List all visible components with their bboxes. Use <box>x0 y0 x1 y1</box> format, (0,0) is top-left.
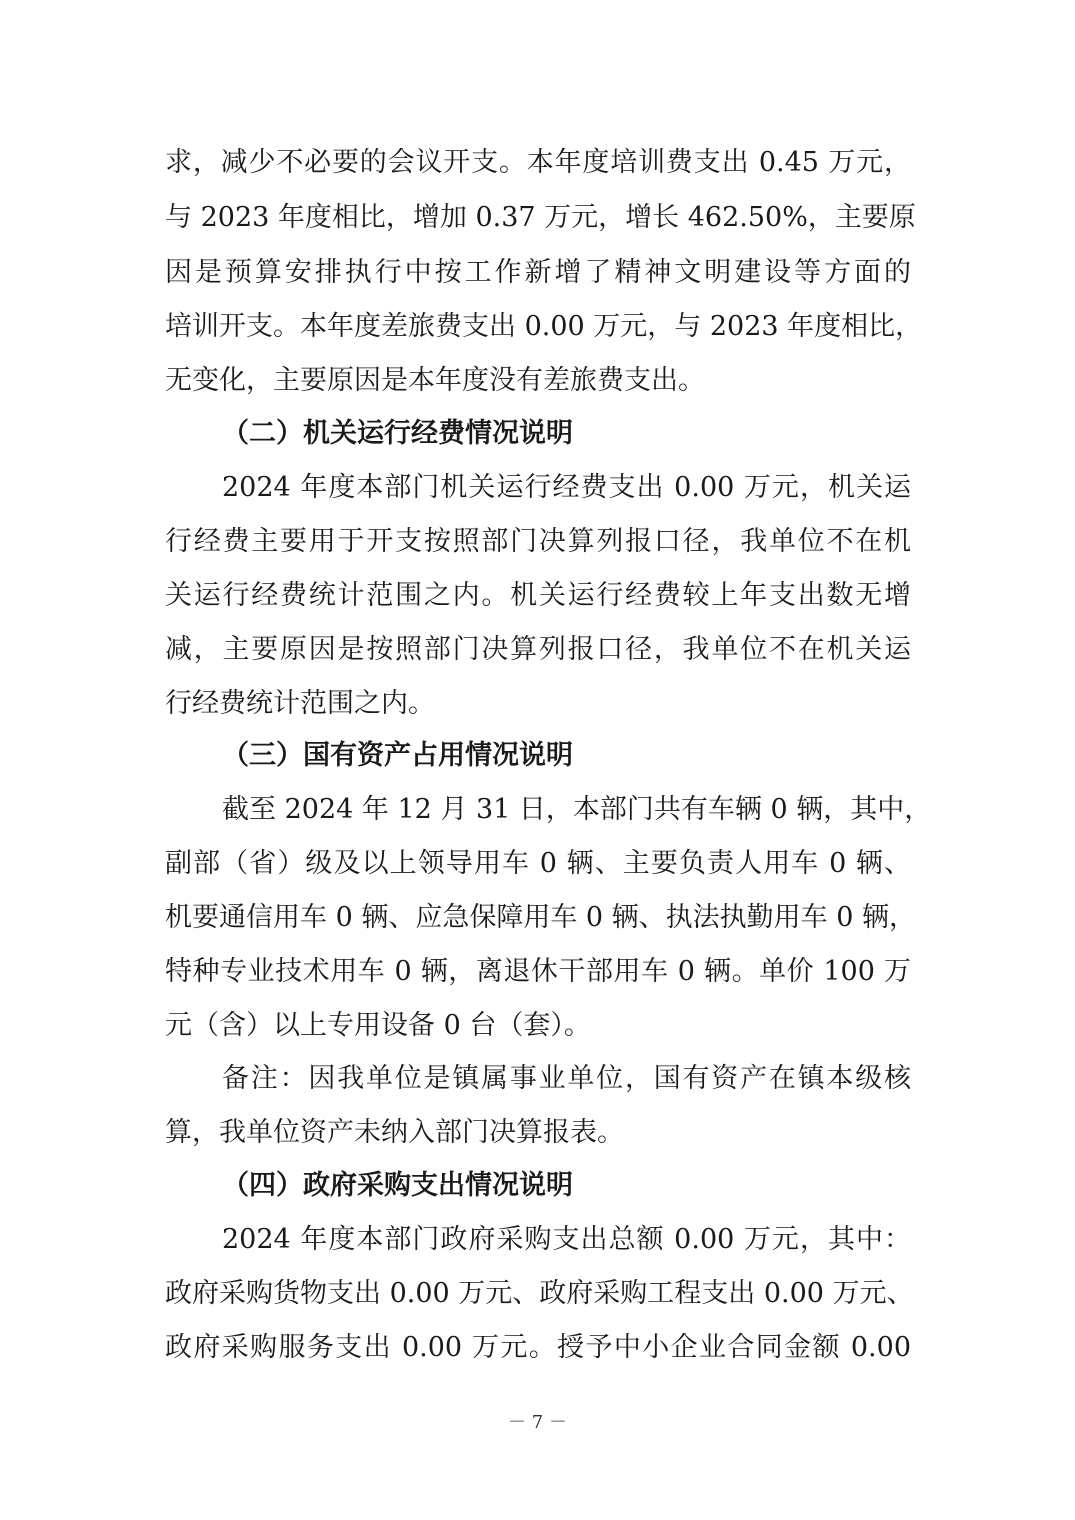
text-line: 特种专业技术用车 0 辆，离退休干部用车 0 辆。单价 100 万 <box>165 956 911 987</box>
text-line: 政府采购服务支出 0.00 万元。授予中小企业合同金额 0.00 <box>165 1332 911 1363</box>
page-number: － 7 － <box>508 1412 567 1433</box>
text-line: 备注：因我单位是镇属事业单位，国有资产在镇本级核 <box>222 1063 911 1094</box>
text-line: 政府采购货物支出 0.00 万元、政府采购工程支出 0.00 万元、 <box>165 1278 914 1309</box>
text-line: 求，减少不必要的会议开支。本年度培训费支出 0.45 万元， <box>165 147 911 178</box>
text-line: 关运行经费统计范围之内。机关运行经费较上年支出数无增 <box>165 580 911 611</box>
text-line: 算，我单位资产未纳入部门决算报表。 <box>165 1117 624 1148</box>
text-line: 2024 年度本部门机关运行经费支出 0.00 万元，机关运 <box>222 472 911 503</box>
text-line: 因是预算安排执行中按工作新增了精神文明建设等方面的 <box>165 257 911 288</box>
text-line: 培训开支。本年度差旅费支出 0.00 万元，与 2023 年度相比， <box>165 311 923 342</box>
text-line: 行经费统计范围之内。 <box>165 688 435 719</box>
text-line: 元（含）以上专用设备 0 台（套）。 <box>165 1010 591 1041</box>
section-heading: （三）国有资产占用情况说明 <box>222 740 573 771</box>
text-line: 减，主要原因是按照部门决算列报口径，我单位不在机关运 <box>165 634 911 665</box>
section-heading: （二）机关运行经费情况说明 <box>222 418 573 449</box>
text-line: 副部（省）级及以上领导用车 0 辆、主要负责人用车 0 辆、 <box>165 848 911 879</box>
text-line: 机要通信用车 0 辆、应急保障用车 0 辆、执法执勤用车 0 辆， <box>165 902 917 933</box>
text-line: 行经费主要用于开支按照部门决算列报口径，我单位不在机 <box>165 526 911 557</box>
text-line: 无变化，主要原因是本年度没有差旅费支出。 <box>165 365 705 396</box>
text-line: 截至 2024 年 12 月 31 日，本部门共有车辆 0 辆，其中， <box>222 794 932 825</box>
text-line: 与 2023 年度相比，增加 0.37 万元，增长 462.50%，主要原 <box>165 202 916 233</box>
text-line: 2024 年度本部门政府采购支出总额 0.00 万元，其中： <box>222 1224 911 1255</box>
section-heading: （四）政府采购支出情况说明 <box>222 1170 573 1201</box>
